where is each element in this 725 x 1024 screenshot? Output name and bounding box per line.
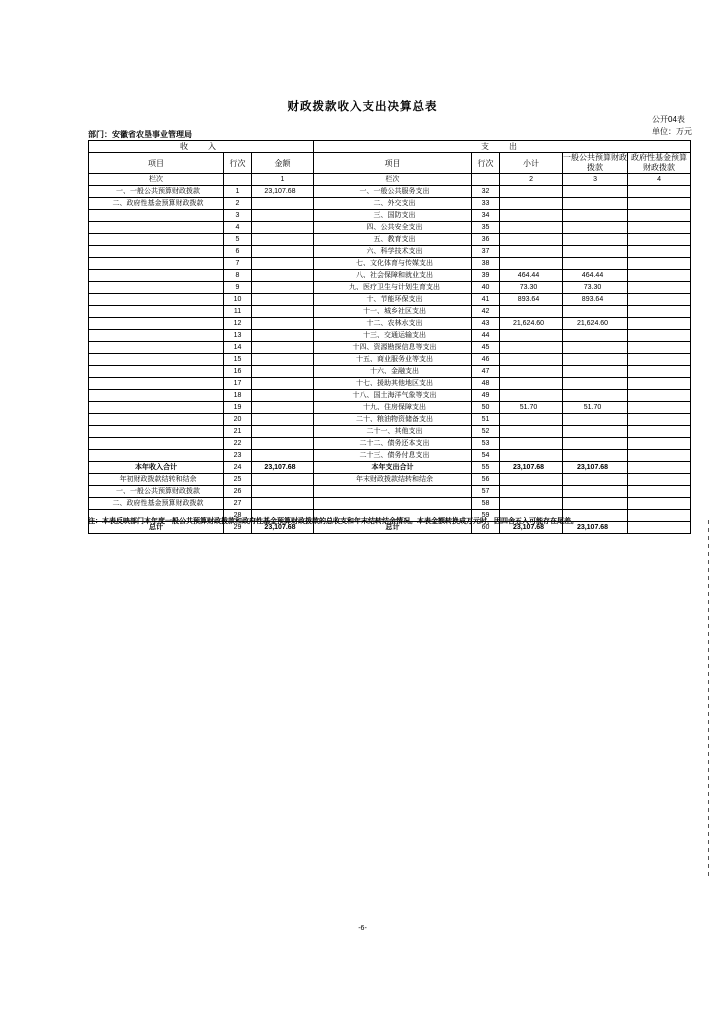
income-item-label: [89, 366, 224, 378]
expense-item-label: [314, 498, 472, 510]
expense-fund-budget-value: [628, 474, 691, 486]
expense-item-label: 二十一、其他支出: [314, 426, 472, 438]
expense-row-number: 47: [472, 366, 500, 378]
income-row-number: 9: [224, 282, 252, 294]
expense-subtotal-value: [500, 378, 563, 390]
expense-general-budget-value: [563, 426, 628, 438]
income-row-number: 27: [224, 498, 252, 510]
expense-fund-budget-value: [628, 354, 691, 366]
expense-row-number: 45: [472, 342, 500, 354]
expense-row-number: 58: [472, 498, 500, 510]
expense-general-budget-value: [563, 306, 628, 318]
expense-row-number: 59: [472, 510, 500, 522]
expense-fund-budget-value: [628, 342, 691, 354]
table-row: [89, 186, 691, 198]
expense-subtotal-value: [500, 426, 563, 438]
expense-row-number: 57: [472, 486, 500, 498]
income-item-label: [89, 282, 224, 294]
income-amount-value: [252, 342, 314, 354]
income-amount-value: [252, 354, 314, 366]
income-item-label: [89, 210, 224, 222]
income-item-label: [89, 342, 224, 354]
table-row: [89, 462, 691, 474]
expense-item-label: 一、一般公共服务支出: [314, 186, 472, 198]
income-amount-value: [252, 258, 314, 270]
col-num-2: 2: [500, 174, 563, 186]
expense-general-budget-value: [563, 186, 628, 198]
income-amount-value: [252, 270, 314, 282]
expense-item-label: 本年支出合计: [314, 462, 472, 474]
expense-row-number: 46: [472, 354, 500, 366]
expense-general-budget-value: 73.30: [563, 282, 628, 294]
expense-item-label: 十二、农林水支出: [314, 318, 472, 330]
income-amount-value: [252, 486, 314, 498]
expense-fund-budget-value: [628, 414, 691, 426]
income-amount-value: [252, 246, 314, 258]
income-item-label: [89, 330, 224, 342]
income-row-number: 17: [224, 378, 252, 390]
expense-subtotal-value: 73.30: [500, 282, 563, 294]
income-row-number: 21: [224, 426, 252, 438]
table-row: [89, 486, 691, 498]
income-item-label: 一、一般公共预算财政拨款: [89, 486, 224, 498]
table-row: [89, 366, 691, 378]
expense-subtotal-value: [500, 414, 563, 426]
income-row-number: 26: [224, 486, 252, 498]
expense-row-number: 44: [472, 330, 500, 342]
expense-fund-budget-value: [628, 294, 691, 306]
expense-subtotal-value: [500, 258, 563, 270]
expense-item-label: 总计: [314, 522, 472, 534]
expense-general-budget-value: [563, 222, 628, 234]
income-item-label: [89, 426, 224, 438]
income-amount-value: [252, 450, 314, 462]
expense-item-label: 十五、商业服务业等支出: [314, 354, 472, 366]
expense-general-budget-value: [563, 450, 628, 462]
table-row: [89, 210, 691, 222]
income-row-number: 6: [224, 246, 252, 258]
expense-row-number: 54: [472, 450, 500, 462]
expense-row-number: 35: [472, 222, 500, 234]
income-item-label: [89, 294, 224, 306]
table-row: [89, 306, 691, 318]
marker-left: 栏次: [89, 174, 224, 186]
income-item-label: [89, 222, 224, 234]
income-row-number: 15: [224, 354, 252, 366]
expense-subtotal-value: [500, 186, 563, 198]
financial-table: [88, 140, 691, 534]
expense-item-label: 八、社会保障和就业支出: [314, 270, 472, 282]
expense-fund-budget-value: [628, 402, 691, 414]
expense-row-number: 43: [472, 318, 500, 330]
expense-general-budget-value: [563, 486, 628, 498]
col-header-income-item: 项目: [89, 153, 224, 174]
expense-subtotal-value: [500, 306, 563, 318]
expense-fund-budget-value: [628, 378, 691, 390]
income-item-label: 二、政府性基金预算财政拨款: [89, 498, 224, 510]
income-row-number: 10: [224, 294, 252, 306]
expense-fund-budget-value: [628, 234, 691, 246]
page-number: -6-: [358, 925, 367, 932]
expense-general-budget-value: [563, 414, 628, 426]
income-row-number: 23: [224, 450, 252, 462]
expense-item-label: 五、教育支出: [314, 234, 472, 246]
table-row: [89, 438, 691, 450]
expense-general-budget-value: [563, 246, 628, 258]
expense-row-number: 39: [472, 270, 500, 282]
expense-subtotal-value: 51.70: [500, 402, 563, 414]
table-column-number-row: [89, 174, 691, 186]
marker-left-blank: [224, 174, 252, 186]
expense-row-number: 38: [472, 258, 500, 270]
income-item-label: [89, 270, 224, 282]
table-row: [89, 282, 691, 294]
income-amount-value: 23,107.68: [252, 186, 314, 198]
expense-fund-budget-value: [628, 210, 691, 222]
expense-general-budget-value: 23,107.68: [563, 522, 628, 534]
income-row-number: 13: [224, 330, 252, 342]
table-row: [89, 318, 691, 330]
income-row-number: 20: [224, 414, 252, 426]
income-amount-value: [252, 306, 314, 318]
income-amount-value: [252, 426, 314, 438]
income-item-label: [89, 234, 224, 246]
expense-subtotal-value: [500, 474, 563, 486]
expense-general-budget-value: 51.70: [563, 402, 628, 414]
col-num-4: 4: [628, 174, 691, 186]
expense-subtotal-value: [500, 198, 563, 210]
income-row-number: 11: [224, 306, 252, 318]
income-amount-value: 23,107.68: [252, 462, 314, 474]
expense-row-number: 32: [472, 186, 500, 198]
income-amount-value: [252, 198, 314, 210]
expense-fund-budget-value: [628, 318, 691, 330]
expense-subtotal-value: 464.44: [500, 270, 563, 282]
expense-subtotal-value: [500, 234, 563, 246]
expense-general-budget-value: [563, 474, 628, 486]
form-meta: [652, 114, 692, 138]
expense-fund-budget-value: [628, 270, 691, 282]
expense-group-header: 支 出: [314, 141, 691, 153]
table-row: [89, 246, 691, 258]
income-row-number: 24: [224, 462, 252, 474]
expense-fund-budget-value: [628, 186, 691, 198]
col-header-income-amount: 金额: [252, 153, 314, 174]
income-amount-value: [252, 414, 314, 426]
income-row-number: 8: [224, 270, 252, 282]
col-header-expense-item: 项目: [314, 153, 472, 174]
expense-subtotal-value: 21,624.60: [500, 318, 563, 330]
expense-row-number: 55: [472, 462, 500, 474]
income-item-label: 总计: [89, 522, 224, 534]
income-item-label: [89, 306, 224, 318]
expense-fund-budget-value: [628, 498, 691, 510]
income-item-label: [89, 258, 224, 270]
expense-row-number: 51: [472, 414, 500, 426]
expense-row-number: 52: [472, 426, 500, 438]
expense-fund-budget-value: [628, 222, 691, 234]
expense-subtotal-value: [500, 366, 563, 378]
scan-edge-artifact: [708, 520, 709, 880]
expense-subtotal-value: [500, 354, 563, 366]
col-header-income-row: 行次: [224, 153, 252, 174]
expense-fund-budget-value: [628, 426, 691, 438]
income-item-label: [89, 450, 224, 462]
expense-fund-budget-value: [628, 198, 691, 210]
income-item-label: [89, 402, 224, 414]
table-row: [89, 378, 691, 390]
expense-item-label: 六、科学技术支出: [314, 246, 472, 258]
income-item-label: 本年收入合计: [89, 462, 224, 474]
expense-subtotal-value: [500, 246, 563, 258]
expense-general-budget-value: [563, 258, 628, 270]
income-row-number: 22: [224, 438, 252, 450]
expense-item-label: 十七、援助其他地区支出: [314, 378, 472, 390]
table-column-header-row: [89, 153, 691, 174]
expense-row-number: 36: [472, 234, 500, 246]
expense-subtotal-value: [500, 438, 563, 450]
col-header-fund-budget: 政府性基金预算财政拨款: [628, 153, 691, 174]
income-item-label: [89, 414, 224, 426]
expense-fund-budget-value: [628, 246, 691, 258]
table-row: [89, 354, 691, 366]
expense-row-number: 50: [472, 402, 500, 414]
table-row: [89, 474, 691, 486]
col-num-1: 1: [252, 174, 314, 186]
col-header-general-budget: 一般公共预算财政拨款: [563, 153, 628, 172]
expense-row-number: 60: [472, 522, 500, 534]
table-row: [89, 258, 691, 270]
income-amount-value: [252, 210, 314, 222]
income-row-number: 12: [224, 318, 252, 330]
expense-subtotal-value: [500, 486, 563, 498]
income-amount-value: [252, 234, 314, 246]
expense-item-label: 十八、国土海洋气象等支出: [314, 390, 472, 402]
page-title: 财政拨款收入支出决算总表: [287, 101, 438, 113]
income-amount-value: [252, 402, 314, 414]
income-row-number: 25: [224, 474, 252, 486]
expense-item-label: 二十、粮油物资储备支出: [314, 414, 472, 426]
col-num-3: 3: [563, 174, 628, 186]
expense-general-budget-value: 21,624.60: [563, 318, 628, 330]
expense-fund-budget-value: [628, 366, 691, 378]
income-row-number: 18: [224, 390, 252, 402]
table-row: [89, 198, 691, 210]
income-amount-value: [252, 474, 314, 486]
expense-item-label: 十九、住房保障支出: [314, 402, 472, 414]
income-item-label: 一、一般公共预算财政拨款: [89, 186, 224, 198]
expense-row-number: 33: [472, 198, 500, 210]
table-row: [89, 222, 691, 234]
expense-item-label: 二、外交支出: [314, 198, 472, 210]
expense-subtotal-value: [500, 330, 563, 342]
income-row-number: 3: [224, 210, 252, 222]
expense-row-number: 42: [472, 306, 500, 318]
expense-row-number: 56: [472, 474, 500, 486]
expense-general-budget-value: [563, 378, 628, 390]
expense-fund-budget-value: [628, 462, 691, 474]
expense-fund-budget-value: [628, 390, 691, 402]
income-amount-value: [252, 378, 314, 390]
expense-general-budget-value: [563, 354, 628, 366]
income-item-label: [89, 390, 224, 402]
table-note: 注：本表反映部门本年度一般公共预算财政拨款和政府性基金预算财政拨款的总收支和年末结转结余情况。本表金额转换成万元时，因四舍五入可能存在尾差。: [88, 518, 578, 525]
expense-general-budget-value: [563, 390, 628, 402]
marker-right: 栏次: [314, 174, 472, 186]
table-row: [89, 330, 691, 342]
expense-item-label: 十、节能环保支出: [314, 294, 472, 306]
expense-item-label: 九、医疗卫生与计划生育支出: [314, 282, 472, 294]
income-amount-value: [252, 438, 314, 450]
expense-general-budget-value: [563, 438, 628, 450]
expense-subtotal-value: [500, 210, 563, 222]
expense-general-budget-value: [563, 210, 628, 222]
expense-item-label: 十四、资源勘探信息等支出: [314, 342, 472, 354]
income-item-label: [89, 246, 224, 258]
expense-subtotal-value: [500, 342, 563, 354]
expense-item-label: 七、文化体育与传媒支出: [314, 258, 472, 270]
expense-row-number: 37: [472, 246, 500, 258]
expense-row-number: 49: [472, 390, 500, 402]
expense-subtotal-value: [500, 450, 563, 462]
income-row-number: 29: [224, 522, 252, 534]
income-row-number: 28: [224, 510, 252, 522]
income-amount-value: [252, 318, 314, 330]
expense-general-budget-value: [563, 198, 628, 210]
expense-fund-budget-value: [628, 330, 691, 342]
table-row: [89, 342, 691, 354]
expense-item-label: 十一、城乡社区支出: [314, 306, 472, 318]
unit-label: 单位：万元: [652, 127, 692, 136]
income-item-label: [89, 354, 224, 366]
income-row-number: 4: [224, 222, 252, 234]
table-row: [89, 414, 691, 426]
expense-general-budget-value: [563, 342, 628, 354]
income-amount-value: [252, 366, 314, 378]
expense-item-label: 三、国防支出: [314, 210, 472, 222]
expense-row-number: 53: [472, 438, 500, 450]
expense-item-label: 二十二、债务还本支出: [314, 438, 472, 450]
expense-general-budget-value: [563, 330, 628, 342]
expense-row-number: 40: [472, 282, 500, 294]
income-row-number: 2: [224, 198, 252, 210]
expense-subtotal-value: 893.64: [500, 294, 563, 306]
expense-row-number: 41: [472, 294, 500, 306]
income-row-number: 14: [224, 342, 252, 354]
income-row-number: 1: [224, 186, 252, 198]
marker-right-blank: [472, 174, 500, 186]
col-header-subtotal: 小计: [500, 153, 563, 174]
expense-subtotal-value: [500, 498, 563, 510]
expense-general-budget-value: 464.44: [563, 270, 628, 282]
income-amount-value: [252, 498, 314, 510]
department-label: 部门：安徽省农垦事业管理局: [88, 130, 192, 139]
expense-item-label: 十三、交通运输支出: [314, 330, 472, 342]
expense-fund-budget-value: [628, 282, 691, 294]
income-amount-value: [252, 330, 314, 342]
income-row-number: 19: [224, 402, 252, 414]
table-row: [89, 294, 691, 306]
expense-subtotal-value: [500, 390, 563, 402]
table-row: [89, 234, 691, 246]
expense-item-label: 年末财政拨款结转和结余: [314, 474, 472, 486]
expense-row-number: 48: [472, 378, 500, 390]
income-item-label: [89, 318, 224, 330]
table-row: [89, 402, 691, 414]
income-item-label: [89, 438, 224, 450]
expense-fund-budget-value: [628, 306, 691, 318]
income-amount-value: [252, 282, 314, 294]
table-row: [89, 390, 691, 402]
expense-general-budget-value: 23,107.68: [563, 462, 628, 474]
expense-fund-budget-value: [628, 450, 691, 462]
table-row: [89, 426, 691, 438]
income-row-number: 16: [224, 366, 252, 378]
expense-general-budget-value: [563, 366, 628, 378]
expense-subtotal-value: 23,107.68: [500, 462, 563, 474]
col-header-expense-row: 行次: [472, 153, 500, 174]
table-row: [89, 270, 691, 282]
form-code: 公开04表: [652, 115, 685, 124]
expense-subtotal-value: [500, 222, 563, 234]
expense-fund-budget-value: [628, 438, 691, 450]
income-row-number: 7: [224, 258, 252, 270]
expense-item-label: 十六、金融支出: [314, 366, 472, 378]
expense-item-label: 四、公共安全支出: [314, 222, 472, 234]
income-amount-value: [252, 294, 314, 306]
income-item-label: [89, 378, 224, 390]
table-body: [89, 141, 691, 534]
table-row: [89, 498, 691, 510]
expense-subtotal-value: 23,107.68: [500, 522, 563, 534]
expense-item-label: 二十三、债务付息支出: [314, 450, 472, 462]
income-item-label: 年初财政拨款结转和结余: [89, 474, 224, 486]
income-item-label: 二、政府性基金预算财政拨款: [89, 198, 224, 210]
expense-fund-budget-value: [628, 486, 691, 498]
income-amount-value: [252, 390, 314, 402]
expense-item-label: [314, 486, 472, 498]
income-amount-value: 23,107.68: [252, 522, 314, 534]
income-row-number: 5: [224, 234, 252, 246]
expense-row-number: 34: [472, 210, 500, 222]
income-group-header: 收 入: [89, 141, 314, 153]
income-amount-value: [252, 222, 314, 234]
expense-general-budget-value: [563, 234, 628, 246]
table-group-header-row: [89, 141, 691, 153]
expense-fund-budget-value: [628, 258, 691, 270]
expense-general-budget-value: [563, 498, 628, 510]
table-row: [89, 450, 691, 462]
expense-general-budget-value: 893.64: [563, 294, 628, 306]
